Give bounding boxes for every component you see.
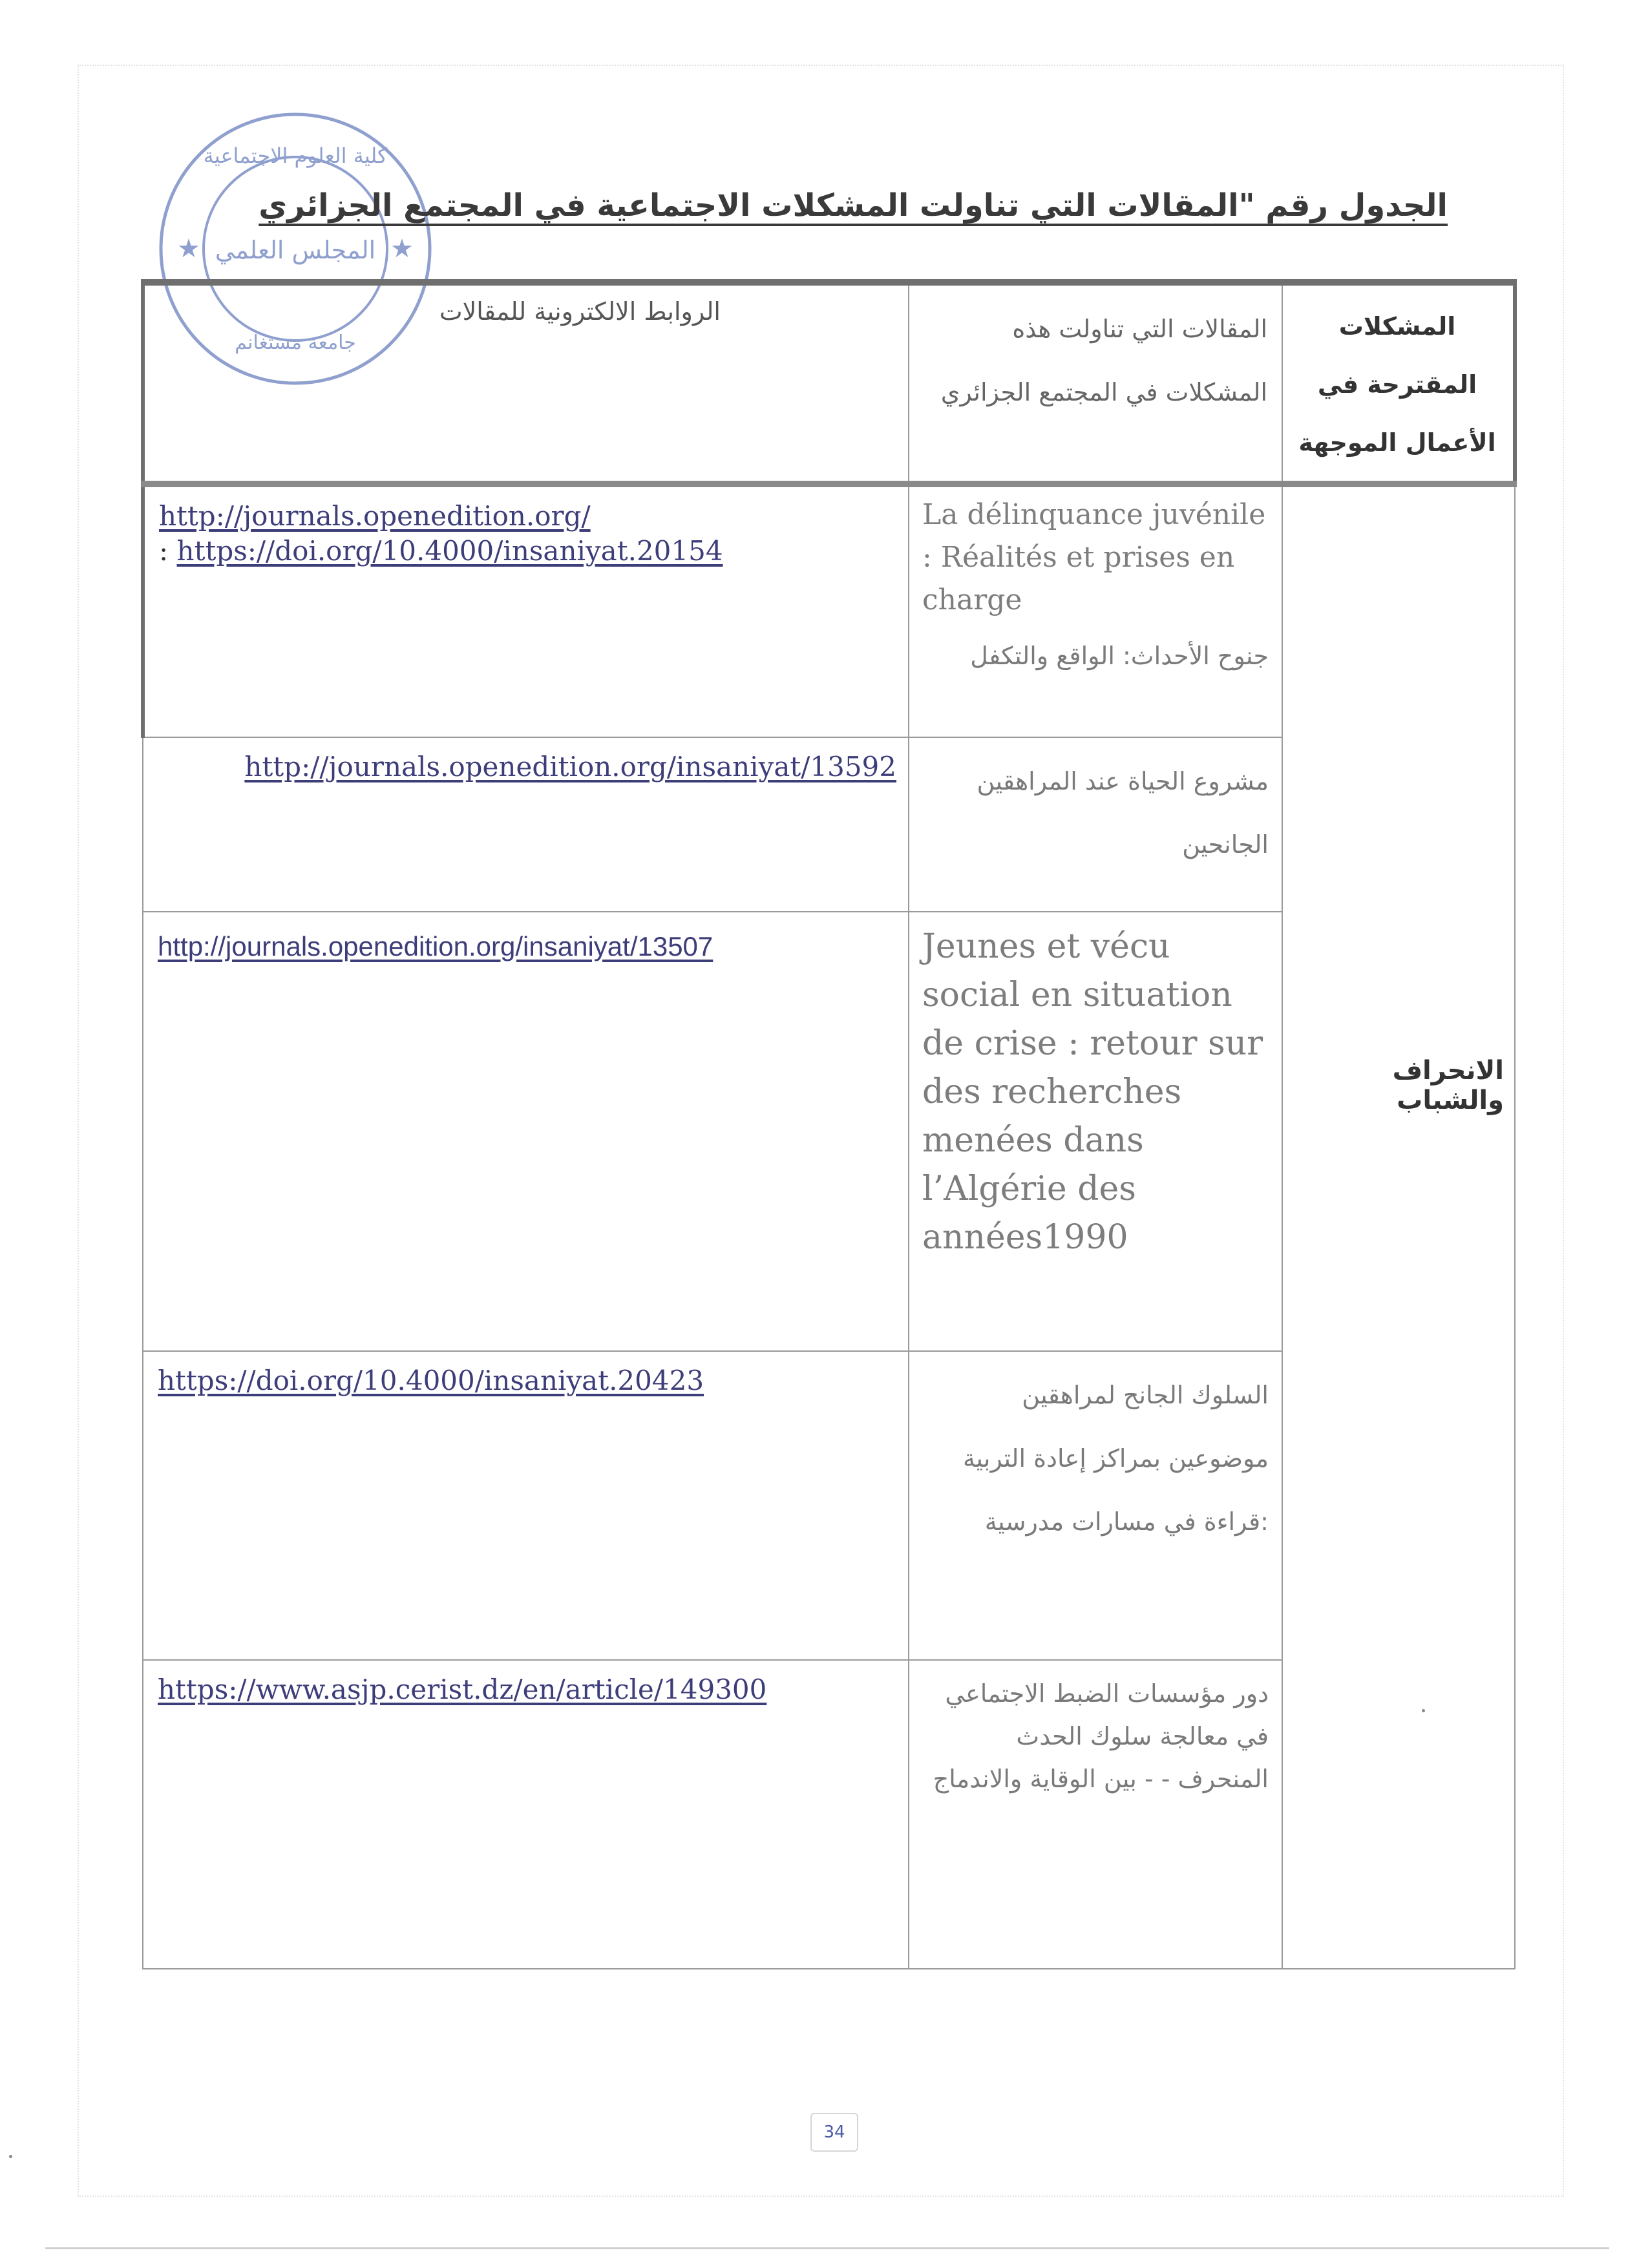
svg-text:★: ★ xyxy=(177,234,200,264)
article-cell xyxy=(909,737,1282,912)
svg-text:جامعة مستغانم: جامعة مستغانم xyxy=(235,331,356,354)
link-cell xyxy=(143,737,909,912)
link-cell xyxy=(143,1351,909,1660)
article-title-ar: دور مؤسسات الضبط الاجتماعي في معالجة سلوك الحدث المنحرف - - بين الوقاية والاندماج xyxy=(933,1679,1269,1793)
article-title-ar: مشروع الحياة عند المراهقين الجانحين xyxy=(977,767,1269,859)
page-number: 34 xyxy=(810,2113,858,2152)
scan-speck xyxy=(1422,1709,1425,1712)
scan-speck xyxy=(9,2155,12,2158)
link-cell xyxy=(143,1660,909,1969)
article-cell xyxy=(909,912,1282,1351)
header-problems-cell xyxy=(1282,282,1515,484)
doi-link[interactable]: https://doi.org/10.4000/insaniyat.20154 xyxy=(176,535,723,567)
problem-label: الانحراف والشباب xyxy=(1392,1056,1504,1115)
article-link[interactable]: http://journals.openedition.org/insaniyat/13507 xyxy=(158,931,713,961)
header-links: الروابط الالكترونية للمقالات xyxy=(439,297,721,326)
article-link[interactable]: http://journals.openedition.org/insaniyat/13592 xyxy=(244,751,896,782)
header-problems: المشكلات المقترحة في الأعمال الموجهة xyxy=(1298,312,1496,457)
article-link[interactable]: http://journals.openedition.org/ xyxy=(159,500,591,532)
table-header-row xyxy=(143,282,1515,484)
article-link[interactable]: https://www.asjp.cerist.dz/en/article/149300 xyxy=(158,1674,767,1705)
article-title-ar: جنوح الأحداث: الواقع والتكفل xyxy=(970,642,1269,670)
article-title-ar: السلوك الجانح لمراهقين موضوعين بمراكز إعادة التربية :قراءة في مسارات مدرسية xyxy=(963,1381,1269,1536)
article-cell xyxy=(909,1660,1282,1969)
problem-cell xyxy=(1282,484,1515,1969)
article-title-fr: La délinquance juvénile : Réalités et prises en charge xyxy=(922,498,1266,616)
header-articles: المقالات التي تناولت هذه المشكلات في المجتمع الجزائري xyxy=(940,315,1267,406)
header-articles-cell xyxy=(909,282,1282,484)
link-cell xyxy=(143,912,909,1351)
bottom-rule xyxy=(45,2247,1609,2249)
svg-text:كلية العلوم الاجتماعية: كلية العلوم الاجتماعية xyxy=(203,143,388,168)
link-cell xyxy=(143,484,909,737)
link-prefix: : xyxy=(159,535,177,567)
svg-text:★: ★ xyxy=(390,234,414,264)
table-row xyxy=(143,484,1515,737)
article-link[interactable]: https://doi.org/10.4000/insaniyat.20423 xyxy=(158,1365,704,1396)
page-title: الجدول رقم "المقالات التي تناولت المشكلات الاجتماعية في المجتمع الجزائري xyxy=(259,187,1448,224)
header-links-cell xyxy=(143,282,909,484)
article-cell xyxy=(909,1351,1282,1660)
articles-table xyxy=(141,279,1517,1969)
article-title-fr: Jeunes et vécu social en situation de crise : retour sur des recherches menées dans l’Algérie des années1990 xyxy=(922,927,1263,1257)
article-cell xyxy=(909,484,1282,737)
svg-text:المجلس العلمي: المجلس العلمي xyxy=(215,236,376,264)
article-link-line xyxy=(145,534,908,569)
